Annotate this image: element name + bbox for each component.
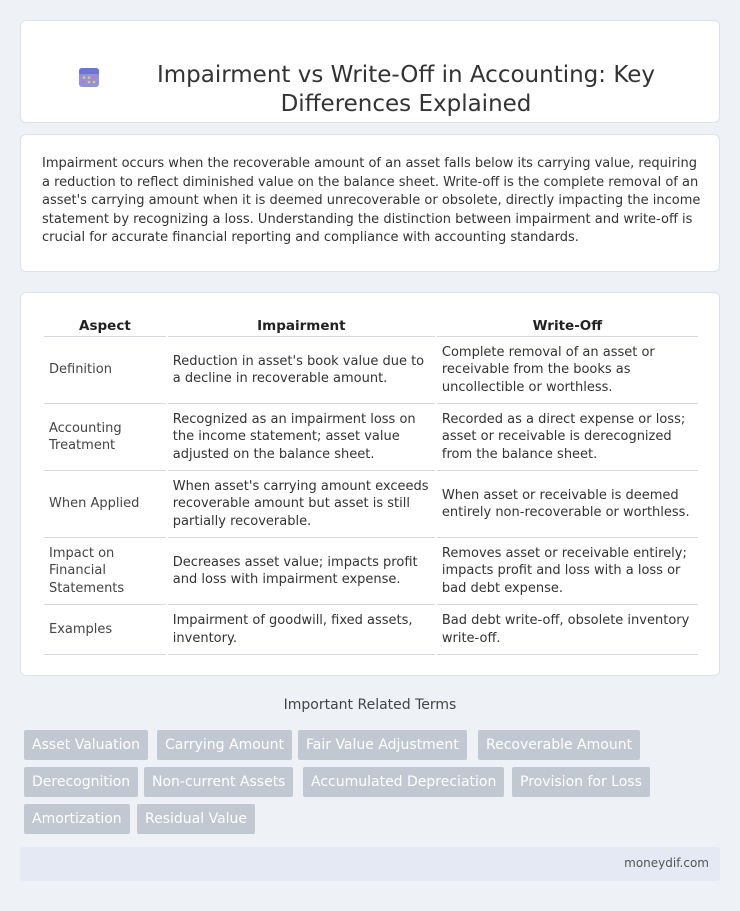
summary-text: Impairment occurs when the recoverable amount of an asset falls below its carrying value, requiring a reduction to reflect diminished value on the balance sheet. Write-off is the complete removal of an asset's carrying amount when it is deemed unrecoverable or obsolete, directly impacting the income statement by recognizing a loss. Understanding the distinction between impairment and write-off is crucial for accurate financial reporting and compliance with accounting standards. [42, 156, 701, 245]
row-write-off: Recorded as a direct expense or loss; asset or receivable is derecognized from the balance sheet. [437, 404, 698, 471]
table-row [44, 538, 698, 605]
table-row [44, 471, 698, 538]
term-tag[interactable]: Provision for Loss [512, 767, 650, 797]
term-tag[interactable]: Asset Valuation [24, 730, 148, 760]
related-terms-title: Important Related Terms [283, 697, 457, 713]
table-row [44, 605, 698, 655]
title-card [20, 20, 720, 123]
row-write-off: Removes asset or receivable entirely; impacts profit and loss with a loss or bad debt expense. [437, 538, 698, 605]
header-write-off: Write-Off [437, 315, 698, 337]
term-tag[interactable]: Accumulated Depreciation [303, 767, 504, 797]
row-impairment: When asset's carrying amount exceeds recoverable amount but asset is still partially recoverable. [168, 471, 435, 538]
term-tag[interactable]: Amortization [24, 804, 130, 834]
term-tag[interactable]: Residual Value [137, 804, 255, 834]
comparison-table [42, 315, 700, 655]
table-row [44, 404, 698, 471]
table-row [44, 337, 698, 404]
comparison-table-card [20, 292, 720, 676]
row-impairment: Decreases asset value; impacts profit and loss with impairment expense. [168, 538, 435, 605]
footer-site-link[interactable]: moneydif.com [624, 856, 709, 870]
term-tag[interactable]: Non-current Assets [144, 767, 293, 797]
term-tag[interactable]: Derecognition [24, 767, 138, 797]
calendar-icon [77, 65, 101, 89]
term-tag[interactable]: Recoverable Amount [478, 730, 640, 760]
row-impairment: Impairment of goodwill, fixed assets, inventory. [168, 605, 435, 655]
row-aspect: Impact on Financial Statements [44, 538, 166, 605]
row-aspect: When Applied [44, 471, 166, 538]
header-aspect: Aspect [44, 315, 166, 337]
page-title: Impairment vs Write-Off in Accounting: Key Differences Explained [156, 62, 656, 117]
term-tag[interactable]: Carrying Amount [157, 730, 292, 760]
row-impairment: Recognized as an impairment loss on the income statement; asset value adjusted on the balance sheet. [168, 404, 435, 471]
header-impairment: Impairment [168, 315, 435, 337]
footer [20, 847, 720, 881]
row-write-off: Bad debt write-off, obsolete inventory write-off. [437, 605, 698, 655]
row-aspect: Accounting Treatment [44, 404, 166, 471]
row-write-off: Complete removal of an asset or receivable from the books as uncollectible or worthless. [437, 337, 698, 404]
row-aspect: Definition [44, 337, 166, 404]
summary-card [20, 134, 720, 272]
term-tag[interactable]: Fair Value Adjustment [298, 730, 467, 760]
table-header-row [44, 315, 698, 337]
row-write-off: When asset or receivable is deemed entirely non-recoverable or worthless. [437, 471, 698, 538]
row-aspect: Examples [44, 605, 166, 655]
row-impairment: Reduction in asset's book value due to a decline in recoverable amount. [168, 337, 435, 404]
